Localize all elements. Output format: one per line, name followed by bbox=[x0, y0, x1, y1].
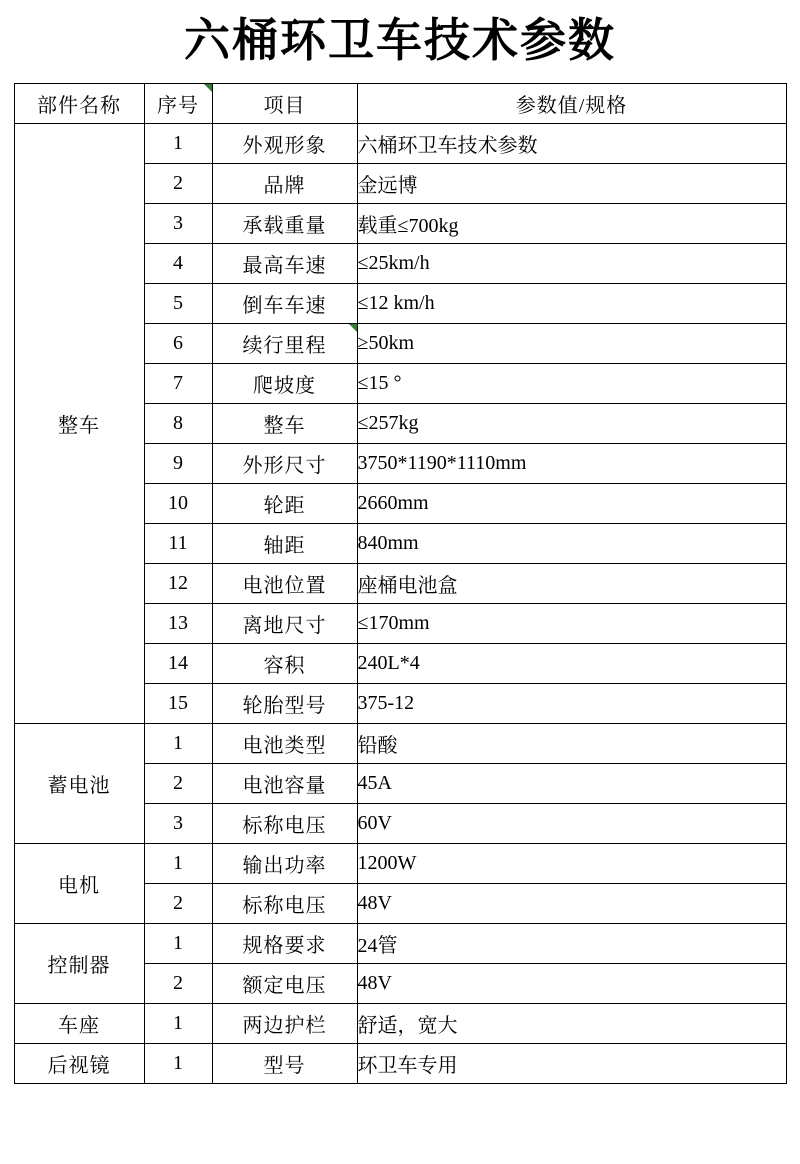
row-index: 1 bbox=[144, 1003, 212, 1043]
row-value: 48V bbox=[357, 883, 786, 923]
row-index: 6 bbox=[144, 323, 212, 363]
row-value: 座桶电池盒 bbox=[357, 563, 786, 603]
row-item: 电池位置 bbox=[212, 563, 357, 603]
row-index: 2 bbox=[144, 883, 212, 923]
group-cell-vehicle: 整车 bbox=[14, 123, 144, 723]
row-item: 电池容量 bbox=[212, 763, 357, 803]
row-item: 承载重量 bbox=[212, 203, 357, 243]
table-row bbox=[14, 1003, 786, 1043]
row-item: 两边护栏 bbox=[212, 1003, 357, 1043]
table-row bbox=[14, 723, 786, 763]
row-value: 2660mm bbox=[357, 483, 786, 523]
row-item: 外观形象 bbox=[212, 123, 357, 163]
group-cell-seat: 车座 bbox=[14, 1003, 144, 1043]
column-header-item: 项目 bbox=[212, 83, 357, 123]
table-body bbox=[14, 123, 786, 1083]
row-index: 2 bbox=[144, 763, 212, 803]
row-index: 10 bbox=[144, 483, 212, 523]
group-cell-mirror: 后视镜 bbox=[14, 1043, 144, 1083]
row-value: 六桶环卫车技术参数 bbox=[357, 123, 786, 163]
row-value: ≤257kg bbox=[357, 403, 786, 443]
row-value: ≥50km bbox=[357, 323, 786, 363]
row-index: 1 bbox=[144, 1043, 212, 1083]
table-row bbox=[14, 843, 786, 883]
row-item: 外形尺寸 bbox=[212, 443, 357, 483]
group-cell-controller: 控制器 bbox=[14, 923, 144, 1003]
row-index: 5 bbox=[144, 283, 212, 323]
row-value: 金远博 bbox=[357, 163, 786, 203]
row-item: 爬坡度 bbox=[212, 363, 357, 403]
row-item: 品牌 bbox=[212, 163, 357, 203]
row-item: 离地尺寸 bbox=[212, 603, 357, 643]
table-row bbox=[14, 123, 786, 163]
row-value: 60V bbox=[357, 803, 786, 843]
row-value: 240L*4 bbox=[357, 643, 786, 683]
row-index: 3 bbox=[144, 803, 212, 843]
row-item: 轴距 bbox=[212, 523, 357, 563]
row-index: 14 bbox=[144, 643, 212, 683]
row-index: 1 bbox=[144, 923, 212, 963]
row-value: 45A bbox=[357, 763, 786, 803]
row-item: 最高车速 bbox=[212, 243, 357, 283]
row-item: 输出功率 bbox=[212, 843, 357, 883]
row-index: 1 bbox=[144, 123, 212, 163]
column-header-part-name: 部件名称 bbox=[14, 83, 144, 123]
row-index: 2 bbox=[144, 163, 212, 203]
row-index: 13 bbox=[144, 603, 212, 643]
row-value: 375-12 bbox=[357, 683, 786, 723]
row-value: 载重≤700kg bbox=[357, 203, 786, 243]
row-item: 续行里程 bbox=[212, 323, 357, 363]
row-value: 24管 bbox=[357, 923, 786, 963]
row-index: 3 bbox=[144, 203, 212, 243]
table-row bbox=[14, 923, 786, 963]
table-header-row bbox=[14, 83, 786, 123]
row-item: 标称电压 bbox=[212, 883, 357, 923]
row-index: 7 bbox=[144, 363, 212, 403]
column-header-value: 参数值/规格 bbox=[357, 83, 786, 123]
row-item: 容积 bbox=[212, 643, 357, 683]
row-item: 规格要求 bbox=[212, 923, 357, 963]
row-item: 型号 bbox=[212, 1043, 357, 1083]
specification-table bbox=[14, 83, 787, 1084]
row-index: 2 bbox=[144, 963, 212, 1003]
row-index: 15 bbox=[144, 683, 212, 723]
row-value: ≤12 km/h bbox=[357, 283, 786, 323]
row-value: ≤15 ° bbox=[357, 363, 786, 403]
row-value: ≤170mm bbox=[357, 603, 786, 643]
row-value: 48V bbox=[357, 963, 786, 1003]
column-header-index: 序号 bbox=[144, 83, 212, 123]
row-item: 标称电压 bbox=[212, 803, 357, 843]
row-item: 电池类型 bbox=[212, 723, 357, 763]
row-value: 环卫车专用 bbox=[357, 1043, 786, 1083]
row-index: 1 bbox=[144, 723, 212, 763]
table-row bbox=[14, 1043, 786, 1083]
row-item: 倒车车速 bbox=[212, 283, 357, 323]
row-item: 轮距 bbox=[212, 483, 357, 523]
row-value: 铅酸 bbox=[357, 723, 786, 763]
row-value: 840mm bbox=[357, 523, 786, 563]
row-index: 8 bbox=[144, 403, 212, 443]
row-index: 11 bbox=[144, 523, 212, 563]
row-index: 1 bbox=[144, 843, 212, 883]
row-item: 整车 bbox=[212, 403, 357, 443]
group-cell-battery: 蓄电池 bbox=[14, 723, 144, 843]
row-item: 轮胎型号 bbox=[212, 683, 357, 723]
row-value: 1200W bbox=[357, 843, 786, 883]
row-item: 额定电压 bbox=[212, 963, 357, 1003]
row-value: ≤25km/h bbox=[357, 243, 786, 283]
row-value: 3750*1190*1110mm bbox=[357, 443, 786, 483]
group-cell-motor: 电机 bbox=[14, 843, 144, 923]
row-value: 舒适，宽大 bbox=[357, 1003, 786, 1043]
page-title: 六桶环卫车技术参数 bbox=[184, 15, 616, 66]
row-index: 12 bbox=[144, 563, 212, 603]
row-index: 9 bbox=[144, 443, 212, 483]
row-index: 4 bbox=[144, 243, 212, 283]
